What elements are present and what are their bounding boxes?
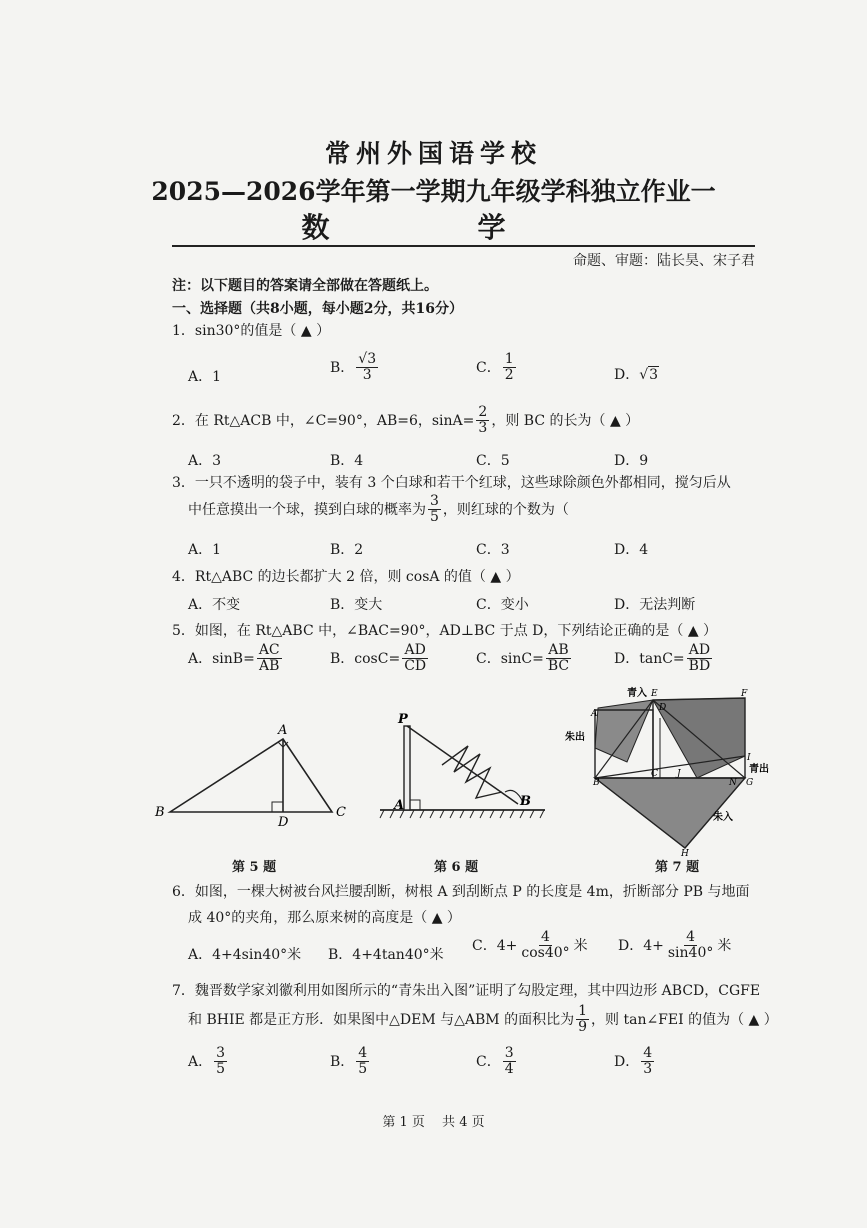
q6-option-a: A．4+4sin40°米 — [188, 947, 302, 963]
f5-label-d: D — [278, 815, 289, 830]
school-title: 常州外国语学校 — [324, 139, 542, 168]
q7-option-c: C． $\frac{3}{4}$ — [476, 1045, 514, 1078]
q2-option-d: D．9 — [614, 453, 649, 469]
f7-label-out-right: 青出 — [749, 764, 769, 775]
q5-option-b: B．cosC= $\frac{AD}{CD}$ — [330, 642, 427, 675]
q6-option-c: C．4+ $\frac{4}{\cos 40^\circ}$ 米 — [472, 929, 588, 962]
q1-option-a: A．1 — [188, 369, 222, 385]
q3-option-a: A．1 — [188, 542, 222, 558]
q6-line2: 成 40°的夹角，那么原来树的高度是（ ▲ ） — [188, 910, 461, 926]
f6-label-p: P — [398, 712, 408, 727]
section-heading: 一、选择题（共8小题，每小题2分，共16分） — [172, 301, 463, 317]
q1-option-b: B． $\frac{√3}{3}$ — [330, 351, 377, 384]
fig6-caption: 第 6 题 — [434, 860, 479, 875]
term-title: 2025—2026学年第一学期九年级学科独立作业一 — [151, 177, 716, 206]
q7-option-b: B． $\frac{4}{5}$ — [330, 1045, 368, 1078]
q5-option-a: A．sinB= $\frac{AC}{AB}$ — [188, 642, 280, 675]
subject-title: 数 学 — [301, 211, 566, 244]
f6-label-b: B — [520, 794, 531, 809]
q4-option-d: D．无法判断 — [614, 597, 696, 613]
q2-option-c: C．5 — [476, 453, 510, 469]
f7-label-b: B — [593, 778, 600, 788]
q5-stem: 5．如图，在 Rt△ABC 中，∠BAC=90°，AD⊥BC 于点 D，下列结论正确的是（ ▲ ） — [172, 623, 718, 639]
f7-label-e: E — [651, 689, 658, 699]
q5-option-c: C．sinC= $\frac{AB}{BC}$ — [476, 642, 570, 675]
q4-option-a: A．不变 — [188, 597, 241, 613]
q1-stem: 1．sin30°的值是（ ▲ ） — [172, 323, 331, 339]
f5-label-b: B — [155, 805, 165, 820]
figure-7 — [565, 688, 785, 858]
fig5-caption: 第 5 题 — [232, 860, 277, 875]
f7-label-i: I — [747, 753, 751, 763]
f5-label-a: A — [278, 723, 288, 738]
q1-option-d: D．√3 — [614, 367, 659, 383]
q2-option-a: A．3 — [188, 453, 222, 469]
q3-option-b: B．2 — [330, 542, 364, 558]
f7-label-a: A — [591, 709, 598, 719]
q4-option-c: C．变小 — [476, 597, 529, 613]
header-rule — [172, 245, 755, 247]
q6-option-b: B．4+4tan40°米 — [328, 947, 444, 963]
f5-label-c: C — [336, 805, 346, 820]
f7-label-in-bottom: 朱入 — [713, 812, 733, 823]
f6-label-a: A — [394, 798, 405, 813]
f7-label-h: H — [681, 849, 689, 859]
f7-label-in-top: 青入 — [627, 688, 647, 699]
q3-line2: 中任意摸出一个球，摸到白球的概率为 $\frac{3}{5}$ ，则红球的个数为（ — [188, 493, 569, 526]
authors: 命题、审题：陆长昊、宋子君 — [573, 253, 755, 269]
f7-label-d: D — [659, 703, 667, 713]
fig7-caption: 第 7 题 — [655, 860, 700, 875]
q6-line1: 6．如图，一棵大树被台风拦腰刮断，树根 A 到刮断点 P 的长度是 4m，折断部分 PB 与地面 — [172, 884, 750, 900]
q3-line1: 3．一只不透明的袋子中，装有 3 个白球和若干个红球，这些球除颜色外都相同，搅匀后从 — [172, 475, 731, 491]
q6-option-d: D．4+ $\frac{4}{\sin 40^\circ}$ 米 — [618, 929, 732, 962]
f7-label-n: N — [729, 778, 737, 788]
f7-label-f: F — [741, 689, 748, 699]
q7-line1: 7．魏晋数学家刘徽利用如图所示的“青朱出入图”证明了勾股定理，其中四边形 ABCD，CGFE — [172, 983, 761, 999]
q7-line2: 和 BHIE 都是正方形．如果图中△DEM 与△ABM 的面积比为 $\frac{1}{9}$ ，则 tan∠FEI 的值为（ ▲ ） — [188, 1003, 778, 1036]
q1-option-c: C． $\frac{1}{2}$ — [476, 351, 514, 384]
q2-option-b: B．4 — [330, 453, 364, 469]
q5-option-d: D．tanC= $\frac{AD}{BD}$ — [614, 642, 711, 675]
q3-option-d: D．4 — [614, 542, 649, 558]
f7-label-g: G — [746, 778, 754, 788]
figure-5 — [150, 720, 360, 840]
q4-option-b: B．变大 — [330, 597, 383, 613]
figure-6 — [380, 710, 550, 830]
note: 注：以下题目的答案请全部做在答题纸上。 — [172, 278, 438, 294]
q3-option-c: C．3 — [476, 542, 510, 558]
f7-label-c: C — [651, 769, 658, 779]
q2-stem: 2．在 Rt△ACB 中，∠C=90°，AB=6，sinA= $\frac{2}{3}$ ，则 BC 的长为（ ▲ ） — [172, 404, 640, 437]
q7-option-d: D． $\frac{4}{3}$ — [614, 1045, 653, 1078]
q4-stem: 4．Rt△ABC 的边长都扩大 2 倍，则 cosA 的值（ ▲ ） — [172, 569, 520, 585]
page-footer: 第 1 页 共 4 页 — [382, 1115, 485, 1130]
f7-label-out-left: 朱出 — [565, 732, 585, 743]
f7-label-j: J — [677, 769, 681, 779]
q7-option-a: A． $\frac{3}{5}$ — [188, 1045, 226, 1078]
